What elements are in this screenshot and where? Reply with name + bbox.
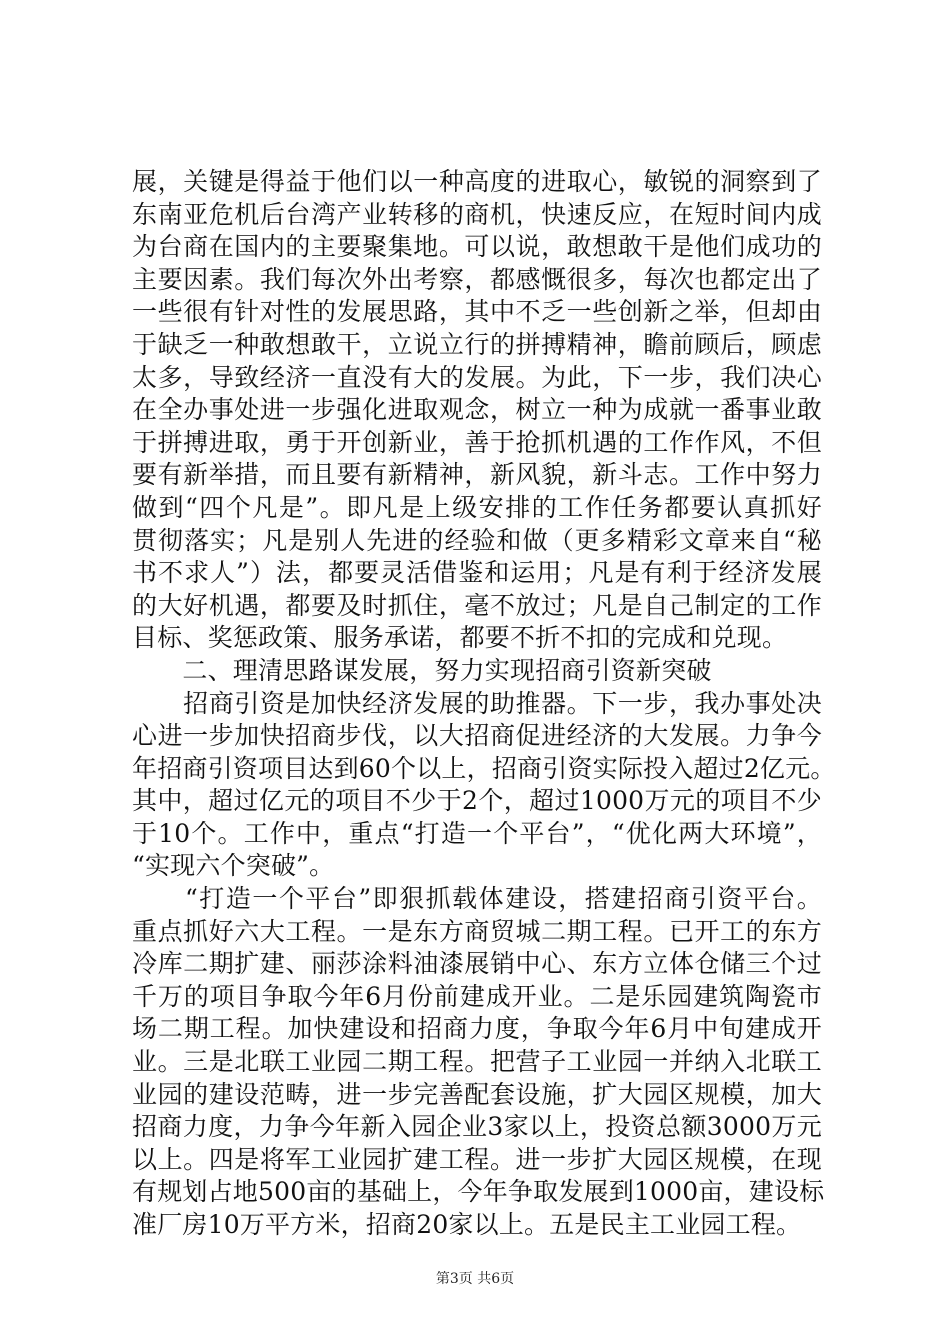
text-line: 在全办事处进一步强化进取观念，树立一种为成就一番事业敢 bbox=[132, 395, 822, 425]
text-line: 于拼搏进取，勇于开创新业，善于抢抓机遇的工作作风，不但 bbox=[132, 427, 822, 457]
text-line: 书不求人”）法，都要灵活借鉴和运用；凡是有利于经济发展 bbox=[132, 558, 822, 588]
text-line: “打造一个平台”即狠抓载体建设，搭建招商引资平台。 bbox=[132, 884, 822, 914]
page-footer: 第3页 共6页 bbox=[435, 1271, 515, 1287]
text-line: 以上。四是将军工业园扩建工程。进一步扩大园区规模，在现 bbox=[132, 1144, 822, 1174]
text-line: 于10个。工作中，重点“打造一个平台”，“优化两大环境”， bbox=[132, 818, 822, 848]
text-line: 一些很有针对性的发展思路，其中不乏一些创新之举，但却由 bbox=[132, 297, 822, 327]
text-line: 心进一步加快招商步伐，以大招商促进经济的大发展。力争今 bbox=[132, 721, 822, 751]
text-line: 太多，导致经济一直没有大的发展。为此，下一步，我们决心 bbox=[132, 362, 822, 392]
text-line: 东南亚危机后台湾产业转移的商机，快速反应，在短时间内成 bbox=[132, 199, 822, 229]
text-line: 贯彻落实；凡是别人先进的经验和做（更多精彩文章来自“秘 bbox=[132, 525, 822, 555]
text-line: 其中，超过亿元的项目不少于2个，超过1000万元的项目不少 bbox=[132, 786, 822, 816]
text-line: 二、理清思路谋发展，努力实现招商引资新突破 bbox=[132, 655, 712, 685]
text-line: 场二期工程。加快建设和招商力度，争取今年6月中旬建成开 bbox=[132, 1014, 822, 1044]
text-line: 招商引资是加快经济发展的助推器。下一步，我办事处决 bbox=[132, 688, 822, 718]
text-line: 招商力度，力争今年新入园企业3家以上，投资总额3000万元 bbox=[132, 1112, 822, 1142]
document-body bbox=[132, 166, 836, 1242]
text-line: 于缺乏一种敢想敢干，立说立行的拼搏精神，瞻前顾后，顾虑 bbox=[132, 329, 822, 359]
text-line: 的大好机遇，都要及时抓住，毫不放过；凡是自己制定的工作 bbox=[132, 590, 822, 620]
text-line: 目标、奖惩政策、服务承诺，都要不折不扣的完成和兑现。 bbox=[132, 623, 788, 653]
text-line: 重点抓好六大工程。一是东方商贸城二期工程。已开工的东方 bbox=[132, 916, 822, 946]
text-line: 准厂房10万平方米，招商20家以上。五是民主工业园工程。 bbox=[132, 1210, 802, 1239]
text-line: 千万的项目争取今年6月份前建成开业。二是乐园建筑陶瓷市 bbox=[132, 981, 822, 1011]
text-line: 业园的建设范畴，进一步完善配套设施，扩大园区规模，加大 bbox=[132, 1079, 822, 1109]
text-line: 主要因素。我们每次外出考察，都感慨很多，每次也都定出了 bbox=[132, 264, 822, 294]
text-line: 业。三是北联工业园二期工程。把营子工业园一并纳入北联工 bbox=[132, 1047, 822, 1077]
text-line: 要有新举措，而且要有新精神，新风貌，新斗志。工作中努力 bbox=[132, 460, 822, 490]
text-line: 做到“四个凡是”。即凡是上级安排的工作任务都要认真抓好 bbox=[132, 492, 822, 522]
text-line: “实现六个突破”。 bbox=[132, 851, 335, 881]
text-line: 冷库二期扩建、丽莎涂料油漆展销中心、东方立体仓储三个过 bbox=[132, 949, 822, 979]
text-line: 年招商引资项目达到60个以上，招商引资实际投入超过2亿元。 bbox=[132, 753, 836, 783]
text-line: 为台商在国内的主要聚集地。可以说，敢想敢干是他们成功的 bbox=[132, 232, 822, 262]
text-line: 有规划占地500亩的基础上，今年争取发展到1000亩，建设标 bbox=[132, 1177, 825, 1207]
text-line: 展，关键是得益于他们以一种高度的进取心，敏锐的洞察到了 bbox=[132, 167, 822, 196]
